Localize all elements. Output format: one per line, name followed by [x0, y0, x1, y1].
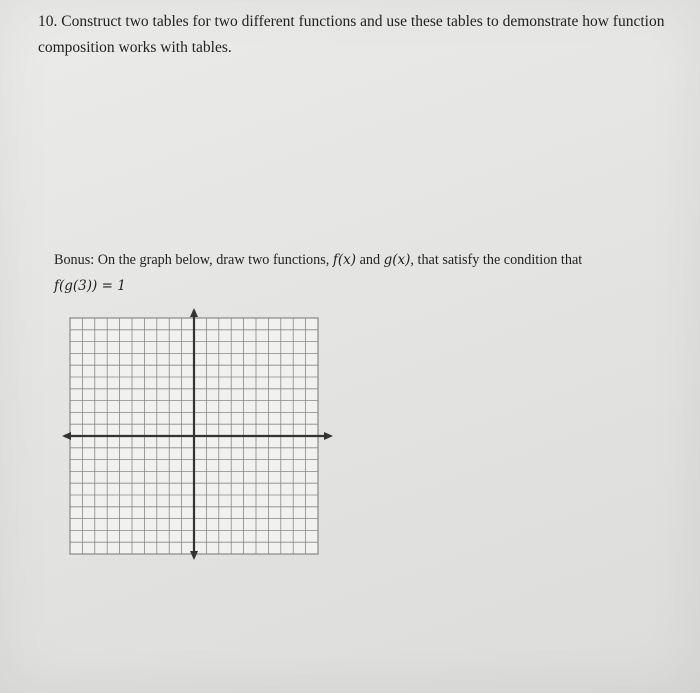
question-10-line-1: 10. Construct two tables for two different functions and use these tables to demonstrate how function [38, 13, 665, 30]
bonus-suffix: , that satisfy the condition that [410, 252, 583, 268]
coordinate-grid[interactable] [62, 308, 334, 560]
bonus-prefix: Bonus: On the graph below, draw two functions, [54, 252, 333, 268]
condition-equation: f(g(3)) = 1 [54, 278, 126, 294]
bonus-condition [54, 273, 694, 299]
f-of-x: f(x) [332, 252, 357, 268]
coordinate-grid-svg[interactable] [62, 308, 334, 560]
x-axis-left-arrow [62, 432, 71, 440]
bonus-line-1 [54, 247, 694, 273]
x-axis-right-arrow [324, 432, 333, 440]
y-axis-down-arrow [190, 551, 198, 560]
question-10-line-2: composition works with tables. [38, 39, 232, 56]
bonus-and: and [356, 252, 384, 268]
bonus-question [54, 247, 694, 299]
g-of-x: g(x) [383, 252, 411, 268]
y-axis-up-arrow [190, 308, 198, 317]
question-10 [38, 9, 688, 61]
